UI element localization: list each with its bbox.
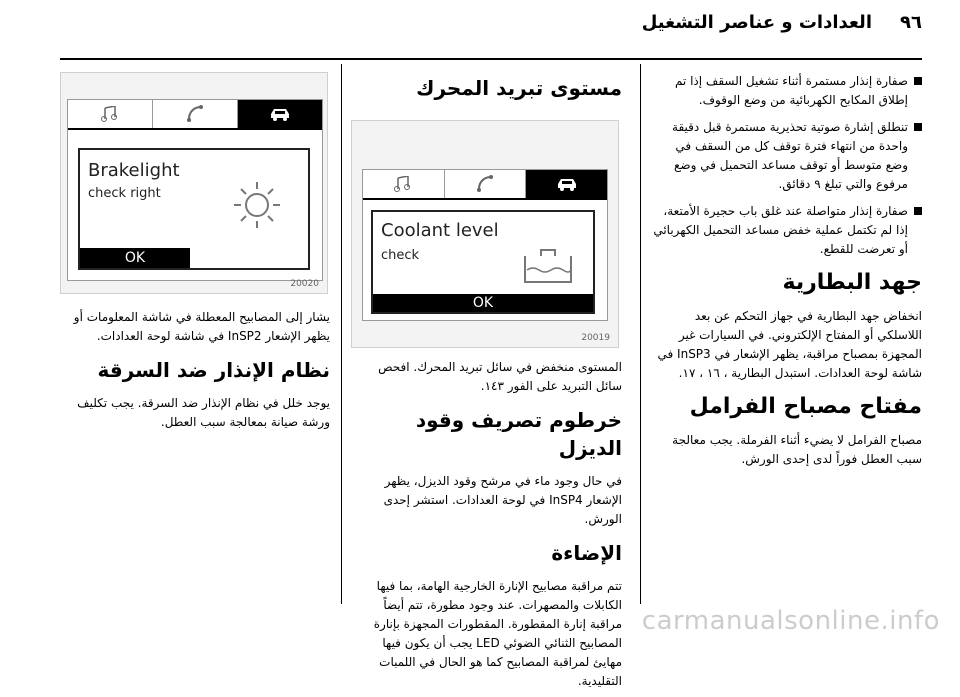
car-icon — [269, 106, 291, 122]
section-text: يشار إلى المصابيح المعطلة في شاشة المعلومات أو يظهر الإشعار InSP2 في شاشة لوحة العدادات. — [73, 310, 330, 343]
message-subtitle: check — [381, 248, 420, 263]
page-title: العدادات و عناصر التشغيل — [641, 12, 872, 33]
music-note-icon — [394, 176, 412, 192]
bullet-icon — [914, 207, 922, 215]
display-tabs — [363, 170, 607, 200]
figure-number: 20019 — [581, 333, 610, 343]
section-text: المستوى منخفض في سائل تبريد المحرك. افحص سائل التبريد على الفور ١٤٣. — [378, 360, 622, 393]
section-text: انخفاض جهد البطارية في جهاز التحكم عن بعد اللاسلكي أو المفتاح الإلكتروني. في السيارات غير المجهزة بمصباح مراقبة، يظهر الإشعار في InSP3 في شاشة لوحة العدادات. استبدل البطارية ، ١٦ ، ١٧. — [657, 309, 922, 380]
figure-number: 20020 — [290, 279, 319, 289]
column-right — [652, 72, 922, 475]
figure-coolant-display — [351, 120, 619, 348]
car-icon — [556, 176, 578, 192]
phone-icon — [476, 175, 494, 193]
message-subtitle: check right — [88, 186, 161, 201]
display-panel — [362, 169, 608, 321]
message-title: Coolant level — [381, 220, 499, 241]
phone-tab — [153, 100, 238, 128]
page-number: ٩٦ — [900, 12, 922, 33]
music-tab — [363, 170, 445, 198]
column-divider — [341, 64, 342, 604]
bullet-icon — [914, 77, 922, 85]
music-note-icon — [101, 106, 119, 122]
music-tab — [68, 100, 153, 128]
message-title: Brakelight — [88, 160, 180, 181]
display-panel — [67, 99, 323, 281]
coolant-reservoir-icon — [521, 246, 575, 286]
section-heading: جهد البطارية — [782, 270, 922, 295]
bulb-icon — [232, 180, 282, 230]
section-heading: الإضاءة — [551, 541, 622, 565]
column-left — [60, 72, 330, 438]
phone-tab — [445, 170, 527, 198]
car-tab — [238, 100, 322, 128]
bullet-icon — [914, 123, 922, 131]
page-header — [60, 12, 922, 46]
section-heading: نظام الإنذار ضد السرقة — [97, 358, 330, 382]
car-tab — [526, 170, 607, 198]
section-heading: مفتاح مصباح الفرامل — [689, 394, 922, 419]
section-heading: خرطوم تصريف وقود الديزل — [415, 408, 622, 460]
ok-button: OK — [373, 294, 593, 312]
section-text: تتم مراقبة مصابيح الإنارة الخارجية الهامة، بما فيها الكابلات والمصهرات. عند وجود مطورة، تتم أيضاً مراقبة إنارة المقطورة. المقطورات المجهزة بإنارة المصابيح الثنائي الضوئي LED يجب أن يكون فيها مهايئ لمراقبة المصابيح كما هو الحال في اللمبات التقليدية. — [373, 579, 622, 688]
phone-icon — [186, 105, 204, 123]
display-tabs — [68, 100, 322, 130]
column-middle — [350, 72, 622, 697]
list-item: صفارة إنذار مستمرة أثناء تشغيل السقف إذا تم إطلاق المكابح الكهربائية من وضع الوقوف. — [652, 72, 922, 110]
header-rule — [60, 58, 922, 60]
section-text: مصباح الفرامل لا يضيء أثناء الفرملة. يجب معالجة سبب العطل فوراً لدى إحدى الورش. — [672, 433, 922, 466]
section-text: يوجد خلل في نظام الإنذار ضد السرقة. يجب تكليف ورشة صيانة بمعالجة سبب العطل. — [77, 396, 330, 429]
list-item: صفارة إنذار متواصلة عند غلق باب حجيرة الأمتعة، إذا لم تكتمل عملية خفض مساعد التحميل الكهربائي أو تعرضت للقطع. — [652, 202, 922, 259]
watermark: carmanualsonline.info — [641, 606, 940, 636]
bullet-list — [652, 72, 922, 259]
section-heading: مستوى تبريد المحرك — [416, 76, 622, 100]
figure-brakelight-display — [60, 72, 328, 294]
list-item: تنطلق إشارة صوتية تحذيرية مستمرة قبل دقيقة واحدة من انتهاء فترة توقف كل من السقف في وضع متوسط أو توقف مساعد التحميل في وضع مرفوع والتي تبلغ ٩ دقائق. — [652, 118, 922, 194]
message-box — [78, 148, 310, 270]
column-divider — [640, 64, 641, 604]
section-text: في حال وجود ماء في مرشح وقود الديزل، يظهر الإشعار InSP4 في لوحة العدادات. استشر إحدى الورش. — [383, 474, 622, 526]
ok-button: OK — [80, 248, 190, 268]
message-box — [371, 210, 595, 314]
